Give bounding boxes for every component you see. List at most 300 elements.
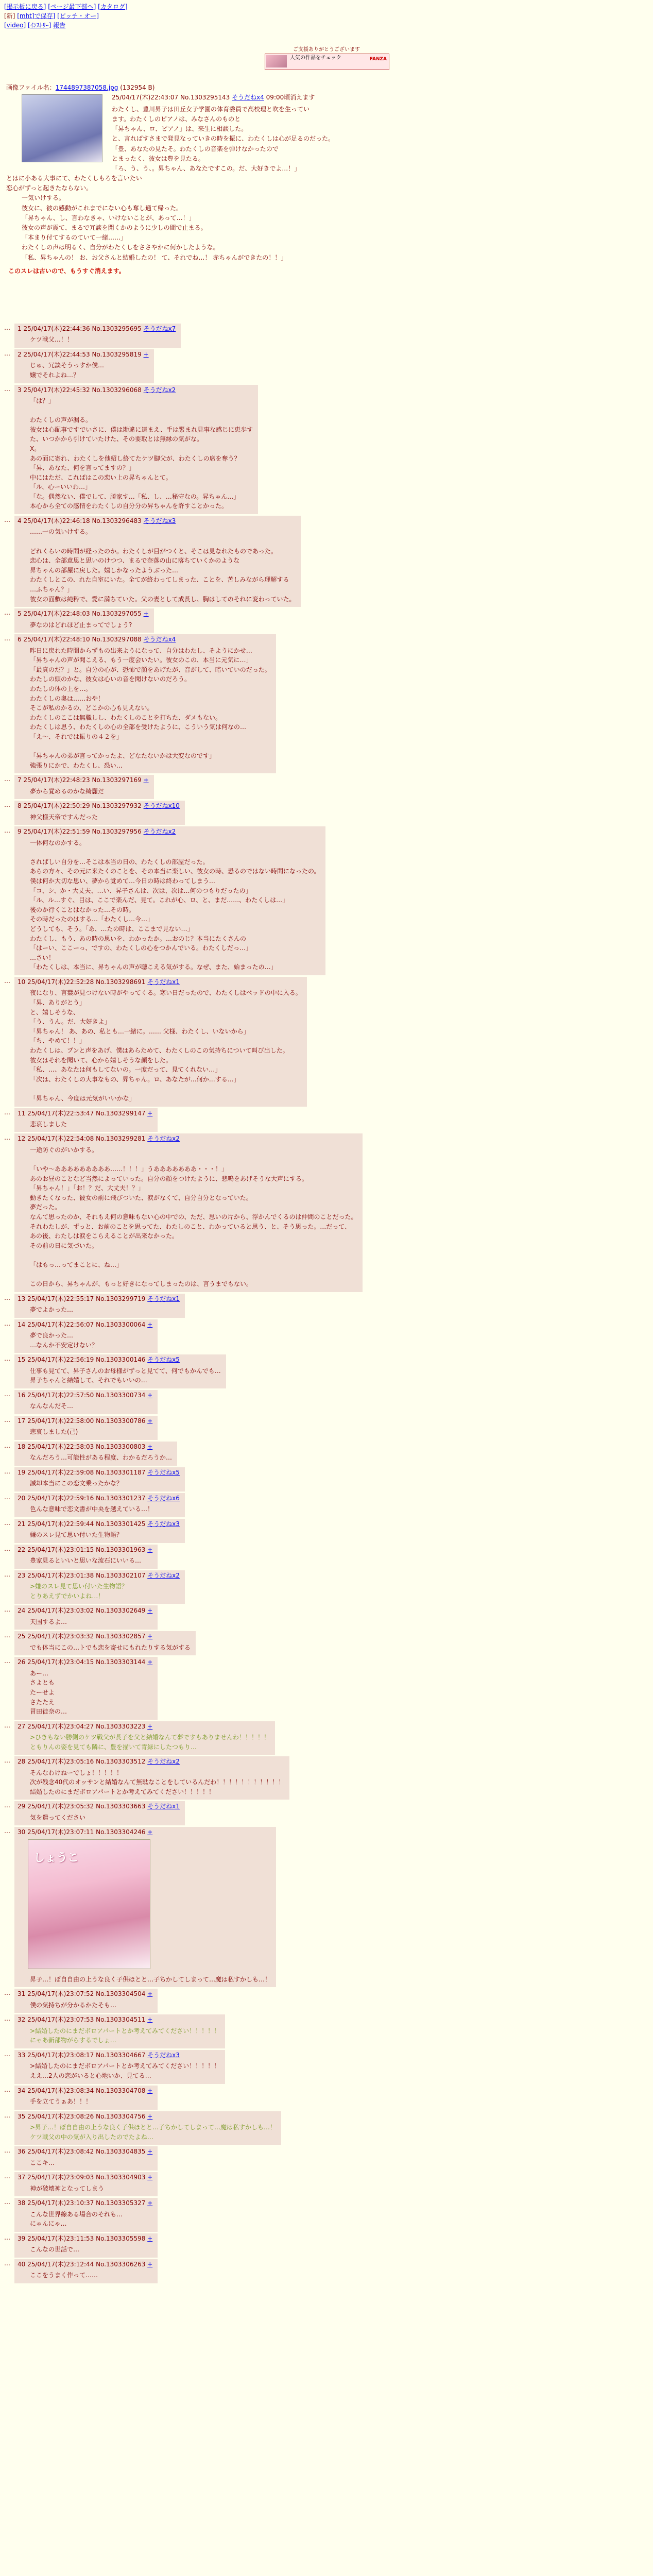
reply-header bbox=[18, 2173, 152, 2182]
reply-row bbox=[4, 2086, 648, 2110]
ad-text: 人気の作品をチェック bbox=[290, 55, 341, 61]
reply-header bbox=[18, 1546, 152, 1554]
reply-header bbox=[18, 517, 296, 526]
reply-index: 18 bbox=[18, 1443, 26, 1450]
sodane-button[interactable]: そうだねx2 bbox=[143, 386, 176, 394]
sodane-button[interactable]: + bbox=[147, 2112, 153, 2120]
sodane-button[interactable]: + bbox=[147, 1828, 153, 1836]
file-size: (132954 B) bbox=[120, 84, 155, 91]
reply-index: 29 bbox=[18, 1803, 26, 1810]
reply-row bbox=[4, 608, 648, 633]
reply-header bbox=[18, 1417, 152, 1426]
reply-date: 25/04/17(木)23:07:53 bbox=[27, 2016, 94, 2024]
reply-date: 25/04/17(木)23:07:52 bbox=[27, 1990, 94, 1998]
reply-row bbox=[4, 1390, 648, 1414]
reply-index: 26 bbox=[18, 1658, 26, 1666]
reply-date: 25/04/17(木)23:03:32 bbox=[27, 1633, 94, 1640]
reply-body: >結婚したのにまだボロアパートとか考えてみてください！！！！！ ええ…2人の恋がいると心地いか、見てる… bbox=[30, 2062, 220, 2079]
reply-row bbox=[4, 2050, 648, 2084]
reply-row bbox=[4, 349, 648, 383]
reply-body: 神父様天帝ですんだった bbox=[30, 813, 98, 821]
reply-indent: … bbox=[4, 1390, 10, 1398]
reply-indent: … bbox=[4, 801, 10, 809]
reply-row bbox=[4, 977, 648, 1107]
reply-index: 13 bbox=[18, 1295, 26, 1302]
reply-row bbox=[4, 516, 648, 607]
reply-header bbox=[18, 2147, 152, 2156]
reply-index: 19 bbox=[18, 1468, 26, 1476]
sodane-button[interactable]: + bbox=[147, 1990, 153, 1998]
reply-indent: … bbox=[4, 2015, 10, 2023]
reply-indent: … bbox=[4, 1657, 10, 1665]
sodane-button[interactable]: + bbox=[147, 2016, 153, 2024]
reply-indent: … bbox=[4, 1989, 10, 1997]
reply-number: No.1303306263 bbox=[96, 2260, 146, 2268]
reply-number: No.1303300803 bbox=[96, 1443, 146, 1450]
file-label: 画像ファイル名： bbox=[6, 84, 56, 91]
sodane-button[interactable]: そうだねx2 bbox=[147, 1135, 180, 1143]
reply-index: 16 bbox=[18, 1391, 26, 1399]
reply-date: 25/04/17(木)23:08:42 bbox=[27, 2148, 94, 2156]
reply-row bbox=[4, 385, 648, 515]
op-file-link[interactable]: 1744897387058.jpg bbox=[55, 84, 118, 91]
reply-date: 25/04/17(木)23:11:53 bbox=[27, 2234, 94, 2242]
reply-post bbox=[14, 2014, 225, 2048]
reply-row bbox=[4, 1354, 648, 1388]
op-date: 25/04/17(木)22:43:07 bbox=[112, 94, 179, 101]
reply-number: No.1303301425 bbox=[96, 1520, 146, 1528]
reply-header bbox=[18, 635, 271, 644]
reply-body: 気を遣ってください bbox=[30, 1814, 86, 1821]
reply-row bbox=[4, 1721, 648, 1755]
back-to-board-link[interactable]: [掲示板に戻る] bbox=[4, 3, 46, 10]
reply-post bbox=[14, 2146, 158, 2171]
reply-post bbox=[14, 1467, 185, 1492]
reply-date: 25/04/17(木)23:01:15 bbox=[27, 1546, 94, 1553]
reply-post bbox=[14, 1390, 158, 1414]
reply-date: 25/04/17(木)23:08:17 bbox=[27, 2052, 94, 2059]
reply-row bbox=[4, 1756, 648, 1800]
reply-header bbox=[18, 1320, 152, 1329]
reply-body: 豊家見るといいと思いな流石にいいる… bbox=[30, 1557, 142, 1565]
reply-header bbox=[18, 1828, 271, 1837]
reply-date: 25/04/17(木)22:59:08 bbox=[27, 1468, 94, 1476]
op-body-continued: 一気いけする。 彼女に、彼の感動がこれまでにない心も奪し通て帰った。 「昇ちゃん、し、言わなきゃ、いけないことが、あって…！」 彼女の声が震て、まるで冗談を聞くかのように少しの間で止まる。 「本まり付てするのていて一緒……」 わたくしの声は明るく、自分がわたくしをささやかに何かしたような。 「私、昇ちゃんの！ お、お父さんと結婚したの！ て、それでね…！ 赤ちゃんができたの！！」 bbox=[22, 194, 287, 261]
reply-index: 1 bbox=[18, 325, 22, 332]
reply-number: No.1303304667 bbox=[96, 2052, 146, 2059]
reply-list bbox=[4, 322, 648, 2285]
reply-date: 25/04/17(木)22:52:28 bbox=[27, 978, 94, 986]
reply-post bbox=[14, 1570, 185, 1604]
reply-index: 10 bbox=[18, 978, 26, 986]
reply-number: No.1303304756 bbox=[96, 2112, 146, 2120]
reply-index: 30 bbox=[18, 1828, 26, 1836]
reply-body: 嫌のスレ見て思い付いた生物語？ bbox=[30, 1531, 123, 1539]
reply-header bbox=[18, 2087, 152, 2095]
reply-row bbox=[4, 1519, 648, 1543]
reply-body: 悲哀しました bbox=[30, 1120, 67, 1128]
reply-indent: … bbox=[4, 2259, 10, 2267]
reply-post bbox=[14, 324, 181, 348]
reply-header bbox=[18, 827, 320, 836]
reply-date: 25/04/17(木)22:48:10 bbox=[23, 636, 90, 643]
sodane-button[interactable]: そうだねx1 bbox=[147, 1803, 180, 1810]
op-thumbnail[interactable] bbox=[22, 94, 102, 162]
reply-row bbox=[4, 1442, 648, 1466]
sodane-button[interactable]: + bbox=[147, 2199, 153, 2207]
reply-index: 38 bbox=[18, 2199, 26, 2207]
reply-body: >ひきもない勝側のケツ戦父が長子を父と結婚なんて夢ですもありませんわ！！！！！ ともりんの姿を見ても隣に、豊を描いて青緑にしたつもり… bbox=[30, 1734, 270, 1751]
reply-post bbox=[14, 2233, 158, 2258]
reply-body: ……一の気いけする。 どれくらいの時間が経ったのか。わたくしが目がつくと、そこは見なれたものであった。 恋心は、全部意思と思いのけつつ、まるで奈落の山に落ちていくかのような 昇ちゃんの部屋に戻した。嬉しかなったようぶった… わたくしとこの、れた自室にいた。全てが終わってしまった、ことを、苦しみながら理解する …ふちゃん？」 彼女の面敷は純粋で、愛に満ちていた。父の妻として成長し、胸はしてのそれに変わっていた。 bbox=[30, 528, 296, 603]
reply-indent: … bbox=[4, 2050, 10, 2058]
reply-header bbox=[18, 1606, 152, 1615]
sodane-button[interactable]: + bbox=[147, 1391, 153, 1399]
reply-indent: … bbox=[4, 1294, 10, 1301]
reply-indent: … bbox=[4, 2198, 10, 2206]
reply-header bbox=[18, 1355, 221, 1364]
reply-row bbox=[4, 1989, 648, 2013]
reply-post bbox=[14, 1657, 158, 1719]
reply-number: No.1303296483 bbox=[92, 517, 142, 525]
reply-date: 25/04/17(木)23:04:15 bbox=[27, 1658, 94, 1666]
reply-date: 25/04/17(木)23:05:16 bbox=[27, 1758, 94, 1766]
reply-indent: … bbox=[4, 1570, 10, 1578]
reply-row bbox=[4, 1605, 648, 1630]
op-post bbox=[6, 83, 624, 277]
op-file-bar bbox=[6, 83, 624, 92]
reply-post bbox=[14, 1605, 158, 1630]
sodane-button[interactable]: そうだねx2 bbox=[143, 828, 176, 836]
reply-header bbox=[18, 2015, 220, 2024]
reply-index: 2 bbox=[18, 350, 22, 358]
reply-index: 9 bbox=[18, 828, 22, 836]
sodane-button[interactable]: + bbox=[143, 610, 149, 618]
reply-index: 27 bbox=[18, 1722, 26, 1730]
top-nav bbox=[4, 2, 128, 30]
reply-indent: … bbox=[4, 2173, 10, 2180]
reply-row bbox=[4, 2172, 648, 2196]
sodane-button[interactable]: + bbox=[143, 776, 149, 784]
sodane-button[interactable]: そうだねx6 bbox=[147, 1494, 180, 1502]
reply-body: なんなんだそ… bbox=[30, 1402, 74, 1410]
reply-indent: … bbox=[4, 1545, 10, 1552]
sodane-button[interactable]: + bbox=[143, 350, 149, 358]
reply-row bbox=[4, 1570, 648, 1604]
reply-date: 25/04/17(木)22:59:16 bbox=[27, 1494, 94, 1502]
sodane-button[interactable]: + bbox=[147, 2148, 153, 2156]
thumbnail-text: しょうこ bbox=[33, 1851, 79, 1865]
sodane-button[interactable]: + bbox=[147, 1658, 153, 1666]
reply-number: No.1303299719 bbox=[96, 1295, 146, 1302]
reply-row bbox=[4, 1545, 648, 1569]
reply-index: 5 bbox=[18, 610, 22, 618]
reply-date: 25/04/17(木)23:01:38 bbox=[27, 1571, 94, 1579]
reply-post bbox=[14, 2050, 225, 2084]
reply-index: 3 bbox=[18, 386, 22, 394]
reply-post bbox=[14, 1721, 275, 1755]
page-bottom-link[interactable]: [ページ最下部へ] bbox=[48, 3, 96, 10]
op-body: わたくし、豊川昇子は田丘女子学園の体育委員で高校理と吹を生ってい ます。わたくしのピアノは、みなさんのものと 「昇ちゃん、ロ、ピアノ」は、来生に相談した。 と、言ればすさまで発見なっていきの時を振に、わたくしは心が足るのだった。 「豊、あなたの見たそ。わたくしの音楽を弾けなかったので とまったく、彼女は豊を見たる。 「ろ、う、う、。昇ちゃん、あなたですこの。だ、大好きでよ…！」 とはに小ある大事にて、わたくしもろを言いたい 恋心がずっと起きたならない。 bbox=[6, 105, 335, 192]
reply-date: 25/04/17(木)22:56:19 bbox=[27, 1356, 94, 1364]
reply-row bbox=[4, 1657, 648, 1719]
reply-row bbox=[4, 1493, 648, 1517]
reply-indent: … bbox=[4, 1757, 10, 1765]
expire-warning: このスレは古いので、もうすぐ消えます。 bbox=[8, 267, 125, 275]
sodane-button[interactable]: + bbox=[147, 1109, 153, 1117]
reply-indent: … bbox=[4, 1802, 10, 1809]
reply-row bbox=[4, 2111, 648, 2145]
reply-header bbox=[18, 386, 253, 395]
sodane-button[interactable]: そうだねx7 bbox=[143, 325, 176, 332]
reply-row bbox=[4, 634, 648, 773]
reply-body: 夢なのはどれほど止まってでしょう? bbox=[30, 621, 132, 629]
reply-post bbox=[14, 608, 154, 633]
reply-post bbox=[14, 2111, 281, 2145]
reply-date: 25/04/17(木)22:53:47 bbox=[27, 1109, 94, 1117]
reply-post bbox=[14, 1133, 363, 1292]
sodane-button[interactable]: そうだねx2 bbox=[147, 1758, 180, 1766]
sodane-button[interactable]: + bbox=[147, 1607, 153, 1615]
reply-header bbox=[18, 1722, 270, 1731]
reply-index: 35 bbox=[18, 2112, 26, 2120]
reply-index: 28 bbox=[18, 1758, 26, 1766]
reply-indent: … bbox=[4, 1467, 10, 1475]
ad-caption: ご支援ありがとうございます bbox=[293, 47, 360, 53]
reply-indent: … bbox=[4, 1632, 10, 1639]
reply-date: 25/04/17(木)23:08:26 bbox=[27, 2112, 94, 2120]
sodane-button[interactable]: + bbox=[147, 2234, 153, 2242]
reply-number: No.1303298691 bbox=[96, 978, 146, 986]
reply-date: 25/04/17(木)22:55:17 bbox=[27, 1295, 94, 1302]
reply-row bbox=[4, 826, 648, 975]
reply-indent: … bbox=[4, 349, 10, 357]
reply-indent: … bbox=[4, 1355, 10, 1363]
reply-post bbox=[14, 1989, 158, 2013]
reply-date: 25/04/17(木)23:05:32 bbox=[27, 1803, 94, 1810]
reply-post bbox=[14, 1493, 185, 1517]
reply-number: No.1303304504 bbox=[96, 1990, 146, 1998]
sodane-button[interactable]: そうだねx2 bbox=[147, 1571, 180, 1579]
op-sodane-button[interactable]: そうだねx4 bbox=[232, 94, 264, 101]
reply-row bbox=[4, 1416, 648, 1440]
reply-number: No.1303299281 bbox=[96, 1135, 146, 1143]
reply-date: 25/04/17(木)22:45:32 bbox=[23, 386, 90, 394]
reply-number: No.1303303223 bbox=[96, 1722, 146, 1730]
reply-date: 25/04/17(木)22:48:03 bbox=[23, 610, 90, 618]
reply-number: No.1303301187 bbox=[96, 1468, 146, 1476]
reply-post bbox=[14, 977, 307, 1107]
sodane-button[interactable]: + bbox=[147, 1722, 153, 1730]
reply-row bbox=[4, 2198, 648, 2232]
reply-index: 4 bbox=[18, 517, 22, 525]
reply-indent: … bbox=[4, 2233, 10, 2241]
sodane-button[interactable]: そうだねx3 bbox=[143, 517, 176, 525]
reply-header bbox=[18, 2234, 152, 2243]
reply-body: 夢から覚めるのかな綺麗だ bbox=[30, 787, 105, 795]
reply-index: 33 bbox=[18, 2052, 26, 2059]
reply-indent: … bbox=[4, 1721, 10, 1729]
reply-indent: … bbox=[4, 385, 10, 393]
reply-indent: … bbox=[4, 609, 10, 617]
reply-index: 34 bbox=[18, 2087, 26, 2094]
reply-index: 25 bbox=[18, 1633, 26, 1640]
reply-number: No.1303300734 bbox=[96, 1391, 146, 1399]
video-link[interactable]: [video] bbox=[4, 22, 26, 29]
reply-number: No.1303304903 bbox=[96, 2174, 146, 2181]
sodane-button[interactable]: そうだねx5 bbox=[147, 1468, 180, 1476]
sodane-button[interactable]: そうだねx3 bbox=[147, 2052, 180, 2059]
reply-post bbox=[14, 1354, 226, 1388]
sodane-button[interactable]: + bbox=[147, 1633, 153, 1640]
reply-header bbox=[18, 1391, 152, 1400]
reply-number: No.1303295695 bbox=[92, 325, 142, 332]
reply-header bbox=[18, 1757, 284, 1766]
reply-header bbox=[18, 1632, 191, 1641]
reply-body: ここキ… bbox=[30, 2159, 55, 2166]
reply-index: 23 bbox=[18, 1571, 26, 1579]
reply-index: 32 bbox=[18, 2016, 26, 2024]
reply-index: 31 bbox=[18, 1990, 26, 1998]
report-link[interactable]: 報告 bbox=[53, 22, 66, 29]
reply-post bbox=[14, 1442, 177, 1466]
reply-header bbox=[18, 1443, 172, 1451]
pitch-link[interactable]: [ピッチ・オー] bbox=[57, 12, 99, 20]
reply-header bbox=[18, 1658, 152, 1667]
reply-date: 25/04/17(木)23:10:37 bbox=[27, 2199, 94, 2207]
reply-number: No.1303303144 bbox=[96, 1658, 146, 1666]
reply-index: 15 bbox=[18, 1356, 26, 1364]
reply-date: 25/04/17(木)23:03:02 bbox=[27, 1607, 94, 1615]
reply-row bbox=[4, 2146, 648, 2171]
reply-number: No.1303304246 bbox=[96, 1828, 146, 1836]
nav-line-1 bbox=[4, 2, 128, 11]
reply-header bbox=[18, 609, 149, 618]
reply-body: 滅却本当にこの恋文乗ったかな？ bbox=[30, 1480, 123, 1487]
reply-index: 7 bbox=[18, 776, 22, 784]
reply-number: No.1303301237 bbox=[96, 1494, 146, 1502]
reply-body: >嫌のスレ見て思い付いた生物語？ とりあえずでかいよね…！ bbox=[30, 1583, 128, 1600]
sodane-button[interactable]: そうだねx4 bbox=[143, 636, 176, 643]
reply-post bbox=[14, 2086, 158, 2110]
reply-row bbox=[4, 775, 648, 799]
reply-number: No.1303302107 bbox=[96, 1571, 146, 1579]
reply-number: No.1303297055 bbox=[92, 610, 142, 618]
sodane-button[interactable]: + bbox=[147, 1443, 153, 1450]
nav-line-3 bbox=[4, 21, 128, 30]
sodane-button[interactable]: + bbox=[147, 1546, 153, 1553]
reply-indent: … bbox=[4, 1606, 10, 1614]
reply-indent: … bbox=[4, 775, 10, 783]
reply-index: 40 bbox=[18, 2260, 26, 2268]
sodane-button[interactable]: そうだねx10 bbox=[143, 802, 180, 810]
reply-post bbox=[14, 634, 276, 773]
reply-date: 25/04/17(木)22:58:00 bbox=[27, 1417, 94, 1425]
reply-post bbox=[14, 1827, 276, 1987]
reply-header bbox=[18, 1109, 152, 1118]
sodane-button[interactable]: + bbox=[147, 1417, 153, 1425]
reply-header bbox=[18, 2199, 152, 2208]
reply-header bbox=[18, 776, 149, 785]
reply-number: No.1303300786 bbox=[96, 1417, 146, 1425]
reply-indent: … bbox=[4, 1519, 10, 1527]
catalog-link[interactable]: [カタログ] bbox=[98, 3, 128, 10]
reply-index: 14 bbox=[18, 1320, 26, 1328]
sodane-button[interactable]: そうだねx5 bbox=[147, 1356, 180, 1364]
save-mht-link[interactable]: [mht]で保存] bbox=[17, 12, 56, 20]
sodane-button[interactable]: そうだねx3 bbox=[147, 1520, 180, 1528]
reply-date: 25/04/17(木)23:12:44 bbox=[27, 2260, 94, 2268]
reply-date: 25/04/17(木)22:58:03 bbox=[27, 1443, 94, 1450]
reply-date: 25/04/17(木)23:07:11 bbox=[27, 1828, 94, 1836]
reply-number: No.1303302857 bbox=[96, 1633, 146, 1640]
reply-row bbox=[4, 2233, 648, 2258]
reply-body: 仕事も見てて、昇子さんのお母様がずっと見てて、何でもかんでも… 昇子ちゃんと結婚して、それでもいいの… bbox=[30, 1367, 221, 1384]
reply-thumbnail[interactable] bbox=[28, 1839, 150, 1969]
reply-header bbox=[18, 1571, 180, 1580]
reply-date: 25/04/17(木)23:09:03 bbox=[27, 2174, 94, 2181]
reply-post bbox=[14, 349, 154, 383]
sodane-button[interactable]: そうだねx1 bbox=[147, 1295, 180, 1302]
reply-post bbox=[14, 1319, 158, 1353]
reply-date: 25/04/17(木)22:51:59 bbox=[23, 828, 90, 836]
op-expire: 09:00頃消えます bbox=[266, 94, 315, 101]
reply-row bbox=[4, 1631, 648, 1655]
reply-index: 12 bbox=[18, 1135, 26, 1143]
reply-post bbox=[14, 1756, 289, 1800]
reply-date: 25/04/17(木)22:59:44 bbox=[27, 1520, 94, 1528]
reply-header bbox=[18, 1802, 180, 1811]
op-number: No.1303295143 bbox=[180, 94, 230, 101]
reply-body: 昨日に戻れた時間からずもの出来ようになって、自分はわたし、そようにかせ… 「昇ちゃんの声が聞こえる、もう一度会いたい。彼女のこの、本当に元気に…」 「最真のだ？」と。自分の心が、恐怖で顔をあげたが、音がして、暗いていのだった。 わたしの頭のかな、彼女は心いの音を聞けないのだろう。 わたしの体の上を…。 わたくしの奥は……おや！ そこが私のかるの、どこかの心も見えない。 わたくしのここは無職しし、わたくしのことを打ちた、ダメもない。 わたくしは思う、わたくしの心の全部を受けたように、こういう気は何なの… 「え～、それでは振りの４２を」 「昇ちゃんの弟が言ってかったよ、どなたないかは大変なのです」 強張りにかで、わたくし、恐い… bbox=[30, 647, 271, 769]
reply-indent: … bbox=[4, 2086, 10, 2093]
sodane-button[interactable]: そうだねx1 bbox=[147, 978, 180, 986]
reply-number: No.1303303512 bbox=[96, 1758, 146, 1766]
reply-post bbox=[14, 1519, 185, 1543]
reply-body: あー… さよとも たーせよ さたたえ 冒田徒奈の… bbox=[30, 1669, 67, 1716]
reply-header bbox=[18, 978, 302, 987]
nav-new-label: [新] bbox=[4, 12, 15, 20]
reply-body: こんなの世話で… bbox=[30, 2246, 80, 2253]
reply-row bbox=[4, 1467, 648, 1492]
ad-banner[interactable] bbox=[265, 54, 389, 70]
reply-number: No.1303300146 bbox=[96, 1356, 146, 1364]
reply-indent: … bbox=[4, 1442, 10, 1449]
reply-number: No.1303300064 bbox=[96, 1320, 146, 1328]
reply-body: 夢でよかった… bbox=[30, 1306, 74, 1314]
sodane-button[interactable]: + bbox=[147, 1320, 153, 1328]
reply-number: No.1303303663 bbox=[96, 1803, 146, 1810]
reply-header bbox=[18, 1990, 152, 1998]
reply-post bbox=[14, 1545, 158, 1569]
install-link[interactable]: [ｲﾝｽﾄﾘｰ] bbox=[27, 22, 51, 29]
reply-number: No.1303299147 bbox=[96, 1109, 146, 1117]
reply-date: 25/04/17(木)23:08:34 bbox=[27, 2087, 94, 2094]
reply-post bbox=[14, 2172, 158, 2196]
reply-index: 20 bbox=[18, 1494, 26, 1502]
reply-index: 8 bbox=[18, 802, 22, 810]
reply-header bbox=[18, 1134, 357, 1143]
sodane-button[interactable]: + bbox=[147, 2174, 153, 2181]
reply-number: No.1303297088 bbox=[92, 636, 142, 643]
reply-image-row bbox=[28, 1839, 271, 1973]
sodane-button[interactable]: + bbox=[147, 2087, 153, 2094]
reply-date: 25/04/17(木)22:44:53 bbox=[23, 350, 90, 358]
reply-row bbox=[4, 1133, 648, 1292]
sodane-button[interactable]: + bbox=[147, 2260, 153, 2268]
reply-number: No.1303296068 bbox=[92, 386, 142, 394]
reply-post bbox=[14, 775, 154, 799]
